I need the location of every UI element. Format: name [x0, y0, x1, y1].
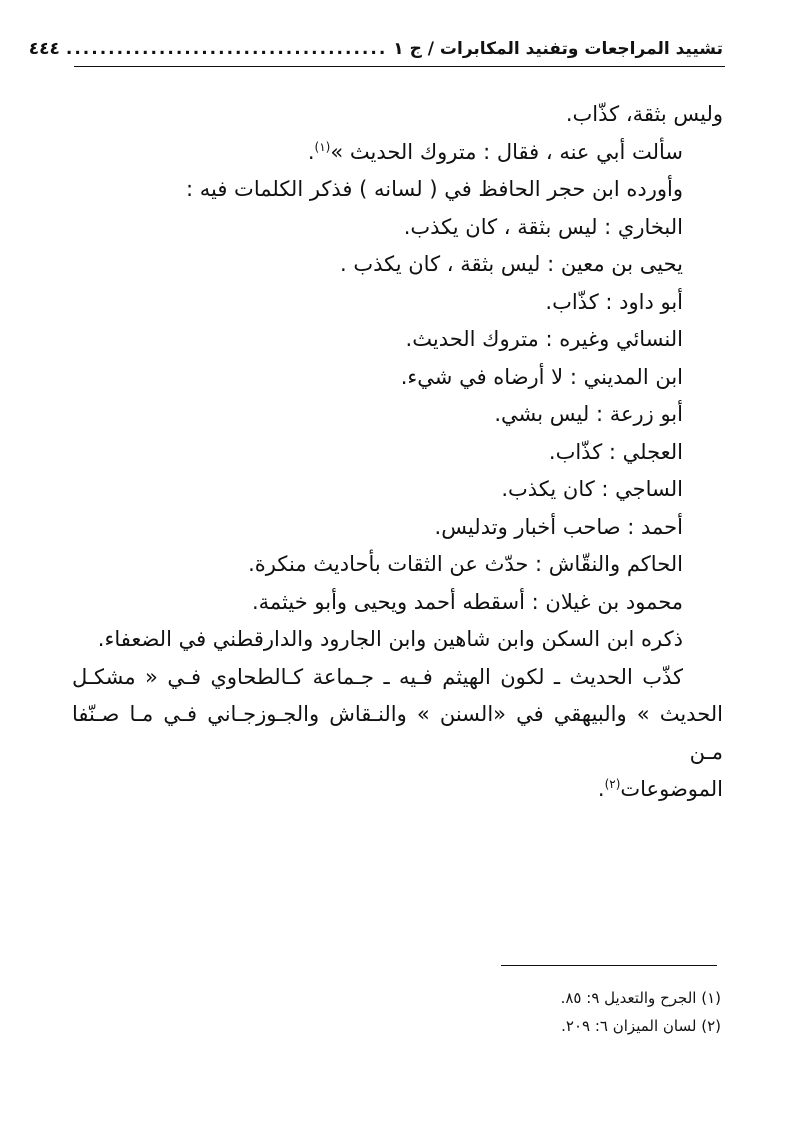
text-line: سألت أبي عنه ، فقال : متروك الحديث »$^{(١)}$.	[307, 139, 683, 164]
footnote-2: (٢) لسان الميزان ٦: ٢٠٩.	[561, 1017, 721, 1035]
text-line: ذكره ابن السكن وابن شاهين وابن الجارود والدارقطني في الضعفاء.	[97, 627, 683, 651]
text-line: أبو داود : كذّاب.	[545, 289, 683, 314]
page-number: ٤٤٤	[28, 39, 60, 59]
text-line: الحاكم والنقّاش : حدّث عن الثقات بأحاديث منكرة.	[248, 552, 683, 576]
text-line: أبو زرعة : ليس بشي.	[494, 402, 683, 426]
text-line: الساجي : كان يكذب.	[501, 477, 683, 501]
text-line: أحمد : صاحب أخبار وتدليس.	[434, 514, 683, 539]
footnote-ref-2: (٢)	[604, 777, 621, 791]
footnotes	[561, 984, 721, 1040]
text-line: الموضوعات$^{(٢)}$.	[597, 777, 723, 801]
text-line: وأورده ابن حجر الحافظ في ( لسانه ) فذكر الكلمات فيه :	[186, 177, 683, 201]
footnote-1: (١) الجرح والتعديل ٩: ٨٥.	[560, 989, 721, 1007]
text-line: يحيى بن معين : ليس بثقة ، كان يكذب .	[339, 252, 683, 276]
text-line: الحديث » والبيهقي في «السنن » والنـقاش والجـوزجـاني فـي مـا صـنّفا مـن	[72, 702, 723, 764]
text-line: ابن المديني : لا أرضاه في شيء.	[400, 364, 683, 389]
header-leader-dots: ......................................	[65, 39, 388, 59]
text-line: البخاري : ليس بثقة ، كان يكذب.	[403, 214, 683, 239]
text-line: النسائي وغيره : متروك الحديث.	[405, 327, 683, 351]
footnote-separator	[501, 965, 717, 966]
main-text	[72, 96, 723, 809]
running-title: تشييد المراجعات وتفنيد المكابرات / ج ١	[393, 39, 723, 59]
footnote-ref-1: (١)	[314, 139, 331, 154]
text-line: العجلي : كذّاب.	[548, 439, 683, 464]
text-line: كذّب الحديث ـ لكون الهيثم فـيه ـ جـماعة كـالطحاوي فـي « مشكـل	[72, 664, 683, 689]
header-rule	[74, 66, 725, 67]
text-line: محمود بن غيلان : أسقطه أحمد ويحيى وأبو خيثمة.	[251, 589, 683, 614]
text-line: وليس بثقة، كذّاب.	[565, 102, 723, 126]
running-header	[28, 34, 723, 64]
